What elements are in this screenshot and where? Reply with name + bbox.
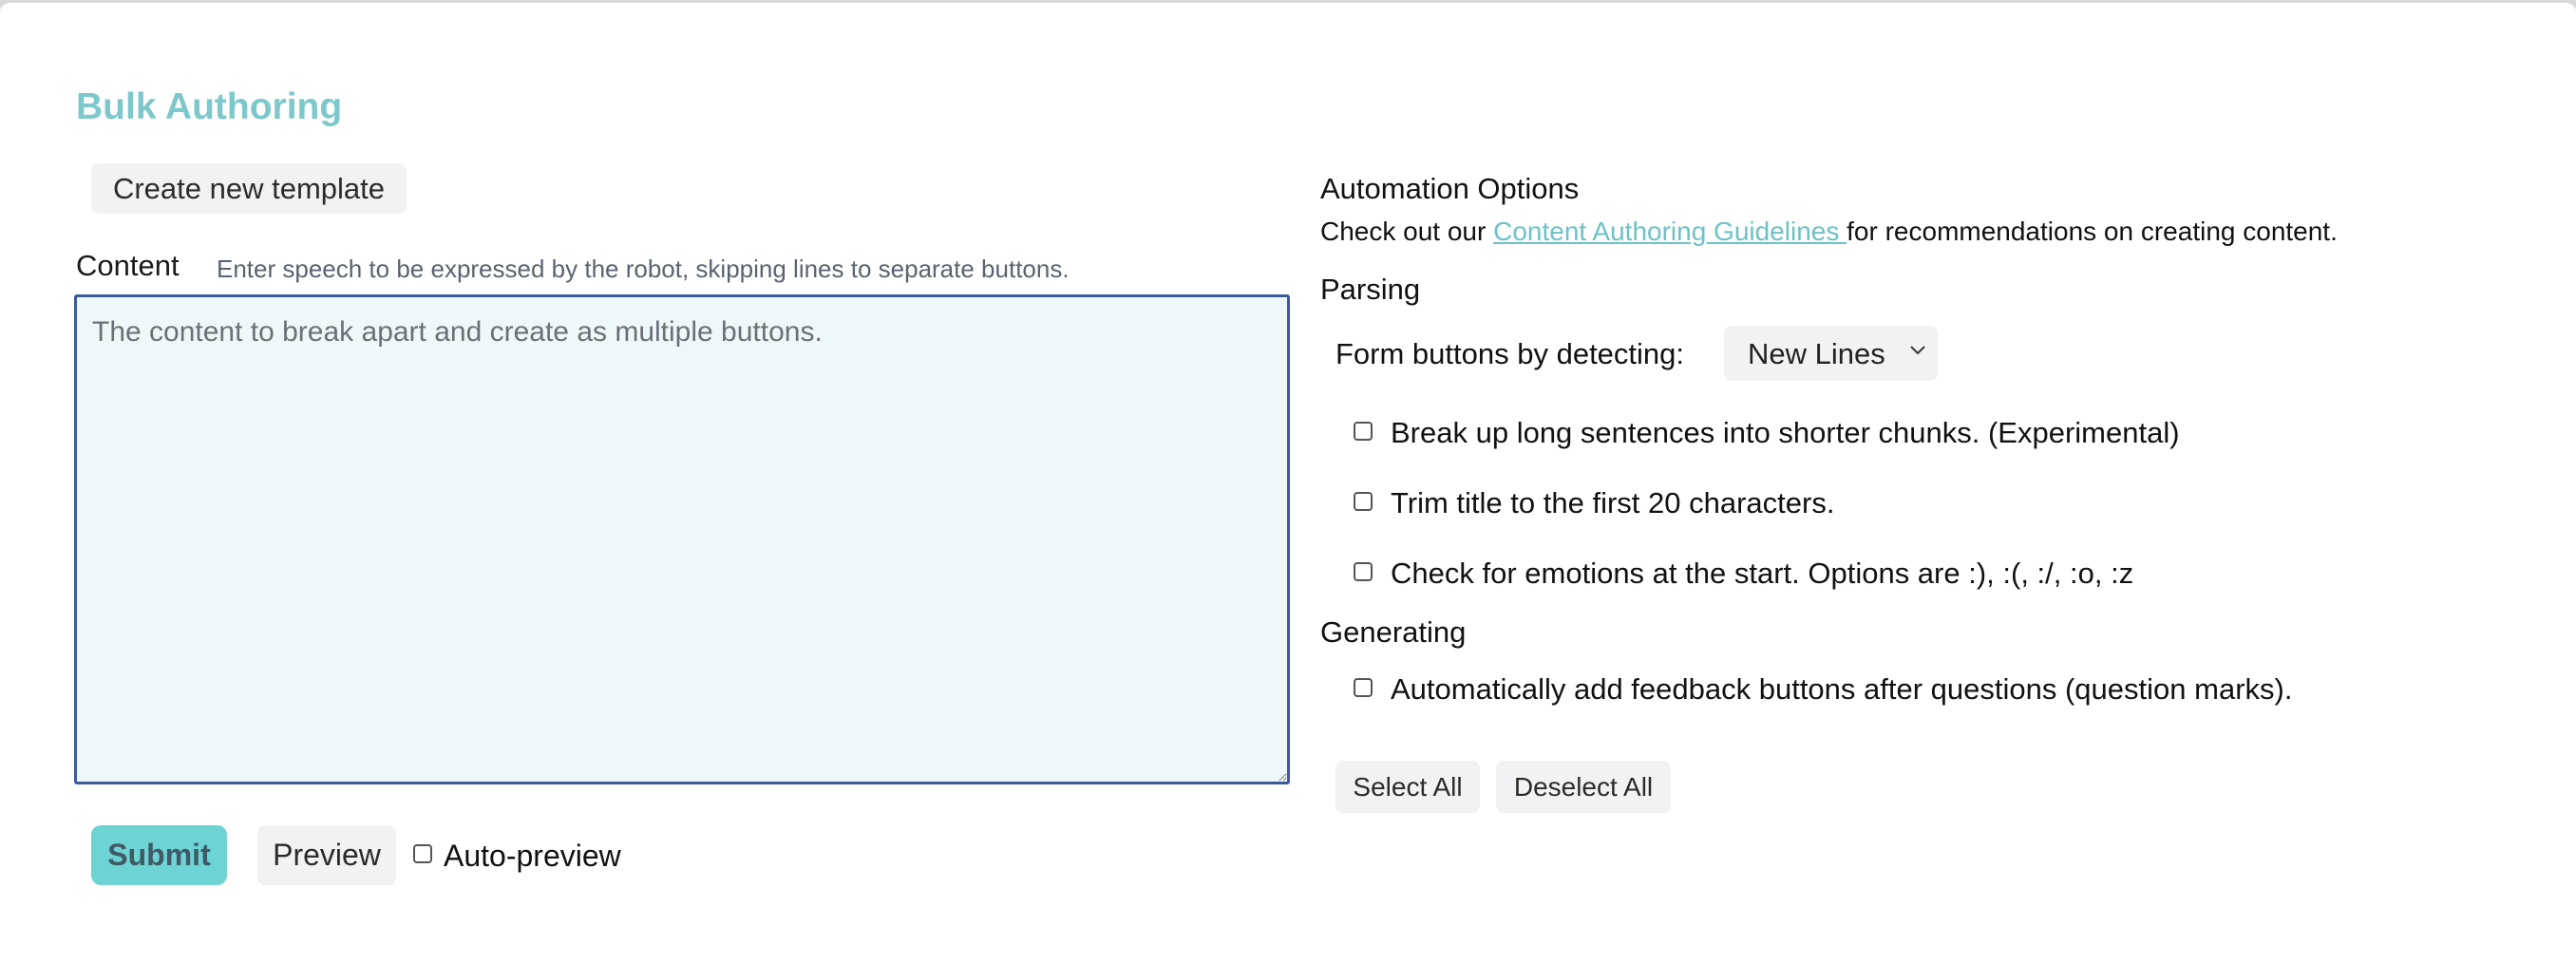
preview-button[interactable]: Preview: [257, 825, 396, 885]
guidelines-text: [1320, 217, 2338, 247]
check-emotions-checkbox[interactable]: [1354, 562, 1373, 581]
submit-button[interactable]: Submit: [91, 825, 227, 885]
break-sentences-label[interactable]: Break up long sentences into shorter chunks. (Experimental): [1391, 416, 2180, 449]
generating-heading: Generating: [1320, 615, 1467, 649]
form-buttons-select-value: New Lines: [1748, 337, 1885, 370]
content-textarea[interactable]: [74, 294, 1290, 784]
content-authoring-guidelines-link[interactable]: Content Authoring Guidelines: [1493, 217, 1847, 246]
create-template-button[interactable]: Create new template: [91, 163, 407, 214]
modal-title: Bulk Authoring: [76, 86, 343, 127]
guidelines-suffix: for recommendations on creating content.: [1847, 217, 2338, 246]
break-sentences-checkbox[interactable]: [1354, 422, 1373, 441]
feedback-buttons-checkbox[interactable]: [1354, 678, 1373, 697]
content-label: Content: [76, 249, 180, 282]
check-emotions-label[interactable]: Check for emotions at the start. Options are :), :(, :/, :o, :z: [1391, 557, 2134, 590]
auto-preview-checkbox[interactable]: [413, 844, 432, 863]
trim-title-checkbox[interactable]: [1354, 492, 1373, 511]
bulk-authoring-modal: [0, 3, 2576, 963]
deselect-all-button[interactable]: Deselect All: [1496, 761, 1671, 813]
automation-options-heading: Automation Options: [1320, 172, 1580, 205]
feedback-buttons-label[interactable]: Automatically add feedback buttons after questions (question marks).: [1391, 672, 2293, 706]
guidelines-prefix: Check out our: [1320, 217, 1494, 246]
trim-title-label[interactable]: Trim title to the first 20 characters.: [1391, 486, 1835, 519]
chevron-down-icon: [1909, 345, 1926, 356]
form-buttons-label: Form buttons by detecting:: [1335, 337, 1685, 370]
parsing-heading: Parsing: [1320, 273, 1421, 306]
select-all-button[interactable]: Select All: [1335, 761, 1480, 813]
content-help-text: Enter speech to be expressed by the robot, skipping lines to separate buttons.: [217, 255, 1070, 283]
form-buttons-select[interactable]: [1724, 326, 1938, 381]
auto-preview-label[interactable]: Auto-preview: [444, 839, 621, 873]
